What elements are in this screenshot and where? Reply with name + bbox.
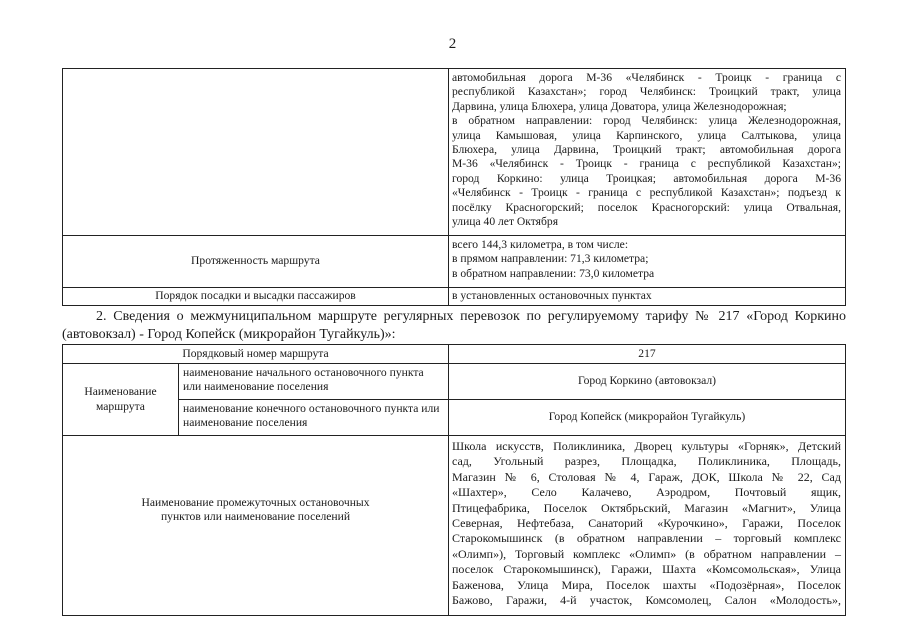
boarding-value: в установленных остановочных пунктах bbox=[452, 289, 652, 302]
route-text-line: город Коркино: улица Троицкая; автомобильная дорога М-36 bbox=[452, 171, 841, 185]
intermediate-line: Школа искусств, Поликлиника, Дворец культуры «Горняк», Детский bbox=[452, 439, 841, 453]
route-text-line: «Челябинск - Троицк - граница с республикой Казахстан»; подъезд к bbox=[452, 186, 841, 200]
route-number-label-cell bbox=[62, 344, 449, 364]
length-line: всего 144,3 километра, в том числе: bbox=[452, 238, 629, 251]
start-label: наименование начального остановочного пункта или наименование поселения bbox=[183, 366, 424, 393]
length-label: Протяженность маршрута bbox=[191, 254, 320, 268]
intermediate-line: Бажово, Гаражи, 4-й участок, Комсомолец, Салон «Молодость», bbox=[452, 593, 841, 608]
intermediate-line: «Олимп»), Торговый комплекс «Олимп» (в обратном направлении – bbox=[452, 546, 841, 561]
boarding-value-cell bbox=[449, 288, 846, 306]
length-line: в прямом направлении: 71,3 километра; bbox=[452, 252, 649, 266]
intermediate-line: Птицефабрика, Поселок Октябрьский, Магазин «Магнит», Улица bbox=[452, 500, 841, 515]
route-text-line: в обратном направлении: город Челябинск: улица Железнодорожная, bbox=[452, 114, 841, 128]
section-2-text: 2. Сведения о межмуниципальном маршруте регулярных перевозок по регулируемому тарифу № 217 «Город Коркино (автовокзал) - Город Копейск (микрорайон Тугайкуль)»: bbox=[62, 309, 846, 342]
route-text-line: Блюхера, улица Дарвина, Троицкий тракт; автомобильная дорога bbox=[452, 143, 841, 157]
intermediate-line: «Шахтер», Село Калачево, Аэродром, Почтовый ящик, bbox=[452, 485, 841, 500]
route-number-value: 217 bbox=[638, 346, 656, 360]
table1-route-label-cell bbox=[62, 68, 449, 236]
start-label-cell bbox=[179, 364, 449, 400]
route-text-line: автомобильная дорога М-36 «Челябинск - Троицк - граница с bbox=[452, 71, 841, 84]
length-line: в обратном направлении: 73,0 километра bbox=[452, 266, 655, 280]
page-number: 2 bbox=[448, 36, 457, 52]
route-name-label: Наименование маршрута bbox=[84, 385, 157, 413]
table1-route-text-cell bbox=[449, 68, 846, 236]
length-value-cell bbox=[449, 236, 846, 288]
intermediate-line: Северная, Нефтебаза, Санаторий «Курочкино», Гаражи, Поселок bbox=[452, 516, 841, 531]
intermediate-label-cell bbox=[62, 436, 449, 616]
end-label: наименование конечного остановочного пункта или наименование поселения bbox=[183, 402, 440, 429]
route-text-line: М-36 «Челябинск - Троицк - граница с республикой Казахстан»; bbox=[452, 157, 841, 171]
end-value: Город Копейск (микрорайон Тугайкуль) bbox=[548, 410, 746, 424]
route-text-line: Дарвина, улица Блюхера, улица Доватора, улица Железнодорожная; bbox=[452, 99, 787, 113]
intermediate-line: Старокомышинск (в обратном направлении – торговый комплекс bbox=[452, 531, 841, 546]
intermediate-line: Баженова, Улица Мира, Поселок шахты «Подозёрная», Поселок bbox=[452, 577, 841, 592]
route-text-line: улица Камышовая, улица Карпинского, улица Салтыкова, улица bbox=[452, 128, 841, 142]
route-name-label-cell bbox=[62, 364, 179, 436]
boarding-label: Порядок посадки и высадки пассажиров bbox=[155, 289, 356, 303]
end-label-cell bbox=[179, 400, 449, 436]
length-label-cell bbox=[62, 236, 449, 288]
route-number-label: Порядковый номер маршрута bbox=[182, 346, 329, 360]
section-2-heading bbox=[62, 308, 846, 344]
start-value-cell bbox=[449, 364, 846, 400]
start-value: Город Коркино (автовокзал) bbox=[577, 374, 717, 388]
route-text-line: республикой Казахстан»; город Челябинск: Троицкий тракт, улица bbox=[452, 85, 841, 99]
intermediate-stops-cell bbox=[449, 436, 846, 616]
route-number-value-cell bbox=[449, 344, 846, 364]
intermediate-label: Наименование промежуточных остановочных пунктов или наименование поселений bbox=[141, 496, 370, 524]
route-text-line: посёлку Красногорский; поселок Красногорский: улица Отвальная, bbox=[452, 200, 841, 214]
end-value-cell bbox=[449, 400, 846, 436]
intermediate-line: Магазин № 6, Столовая № 4, Гараж, ДОК, Школа № 22, Сад bbox=[452, 469, 841, 484]
route-text-line: улица 40 лет Октября bbox=[452, 215, 559, 229]
intermediate-line: поселок Старокомышинск), Гаражи, Шахта «Комсомольская», Улица bbox=[452, 562, 841, 577]
boarding-label-cell bbox=[62, 288, 449, 306]
intermediate-line: сад, Угольный разрез, Площадка, Поликлиника, Площадь, bbox=[452, 454, 841, 469]
